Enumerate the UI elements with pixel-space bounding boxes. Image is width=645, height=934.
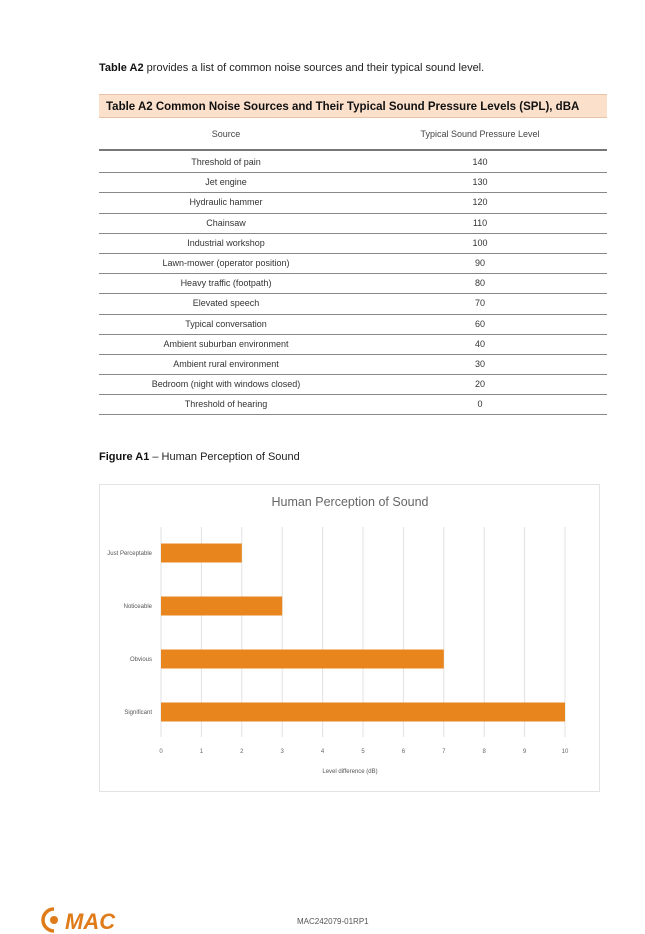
cell-source: Heavy traffic (footpath) <box>180 278 272 289</box>
cell-spl: 60 <box>474 318 485 329</box>
intro-paragraph <box>99 62 484 74</box>
figure-caption-text: – Human Perception of Sound <box>149 451 300 463</box>
cell-spl: 0 <box>477 399 483 410</box>
table-row <box>99 395 607 415</box>
figure-ref: Figure A1 <box>99 451 150 463</box>
cell-spl: 90 <box>474 257 485 268</box>
cell-source: Hydraulic hammer <box>189 197 263 208</box>
x-tick-label: 2 <box>240 749 244 755</box>
x-tick-label: 4 <box>320 749 325 755</box>
table-title: Table A2 Common Noise Sources and Their Typical Sound Pressure Levels (SPL), dBA <box>99 94 607 118</box>
x-tick-label: 1 <box>199 749 204 755</box>
cell-source: Typical conversation <box>185 318 267 329</box>
table-row <box>99 193 607 213</box>
table-row <box>99 274 607 294</box>
header-spl: Typical Sound Pressure Level <box>420 129 540 139</box>
cell-source: Bedroom (night with windows closed) <box>151 379 301 390</box>
table-row <box>99 214 607 234</box>
bar <box>161 703 565 722</box>
bar <box>161 597 282 616</box>
cell-source: Industrial workshop <box>187 237 265 248</box>
cell-source: Elevated speech <box>192 298 260 309</box>
cell-source: Threshold of hearing <box>184 399 268 410</box>
document-reference: MAC242079-01RP1 <box>297 917 369 926</box>
x-tick-label: 10 <box>561 749 569 755</box>
bar <box>161 544 242 563</box>
cell-source: Chainsaw <box>206 217 246 228</box>
x-tick-label: 3 <box>280 749 284 755</box>
table-row <box>99 234 607 254</box>
cell-spl: 120 <box>472 197 488 208</box>
x-axis-label: Level difference (dB) <box>322 769 378 775</box>
header-source: Source <box>211 129 241 139</box>
cell-source: Jet engine <box>205 177 247 188</box>
x-tick-label: 5 <box>361 749 365 755</box>
chart-title: Human Perception of Sound <box>271 495 429 509</box>
cell-spl: 30 <box>474 358 485 369</box>
cell-source: Ambient suburban environment <box>163 338 289 349</box>
category-label: Significant <box>124 710 152 716</box>
cell-spl: 110 <box>472 217 488 228</box>
mac-logo <box>40 905 130 933</box>
table-row <box>99 335 607 355</box>
cell-spl: 130 <box>472 177 488 188</box>
x-tick-label: 7 <box>442 749 446 755</box>
table-header <box>99 118 607 151</box>
table-body <box>99 153 607 415</box>
cell-spl: 80 <box>474 278 485 289</box>
table-row <box>99 153 607 173</box>
category-label: Just Perceptable <box>107 551 152 557</box>
x-tick-label: 0 <box>159 749 163 755</box>
table-row <box>99 355 607 375</box>
table-row <box>99 254 607 274</box>
logo-text: MAC <box>65 909 116 933</box>
x-tick-label: 9 <box>522 749 527 755</box>
category-label: Noticeable <box>123 604 152 610</box>
category-label: Obvious <box>129 657 152 663</box>
x-tick-label: 8 <box>482 749 486 755</box>
table-row <box>99 375 607 395</box>
figure-caption <box>99 451 300 463</box>
chart-container <box>99 484 600 792</box>
intro-ref: Table A2 <box>99 62 144 74</box>
cell-spl: 20 <box>474 379 485 390</box>
cell-spl: 100 <box>472 237 488 248</box>
table-row <box>99 294 607 314</box>
logo-mark <box>43 909 58 931</box>
x-tick-label: 6 <box>401 749 406 755</box>
bar-chart <box>100 485 601 793</box>
intro-text: provides a list of common noise sources and their typical sound level. <box>143 62 485 74</box>
cell-source: Threshold of pain <box>191 157 261 167</box>
cell-spl: 40 <box>474 338 485 349</box>
bar <box>161 650 444 669</box>
table-row <box>99 315 607 335</box>
table-row <box>99 173 607 193</box>
cell-source: Lawn-mower (operator position) <box>162 257 290 268</box>
cell-spl: 140 <box>472 157 488 167</box>
cell-source: Ambient rural environment <box>173 358 279 369</box>
cell-spl: 70 <box>474 298 485 309</box>
